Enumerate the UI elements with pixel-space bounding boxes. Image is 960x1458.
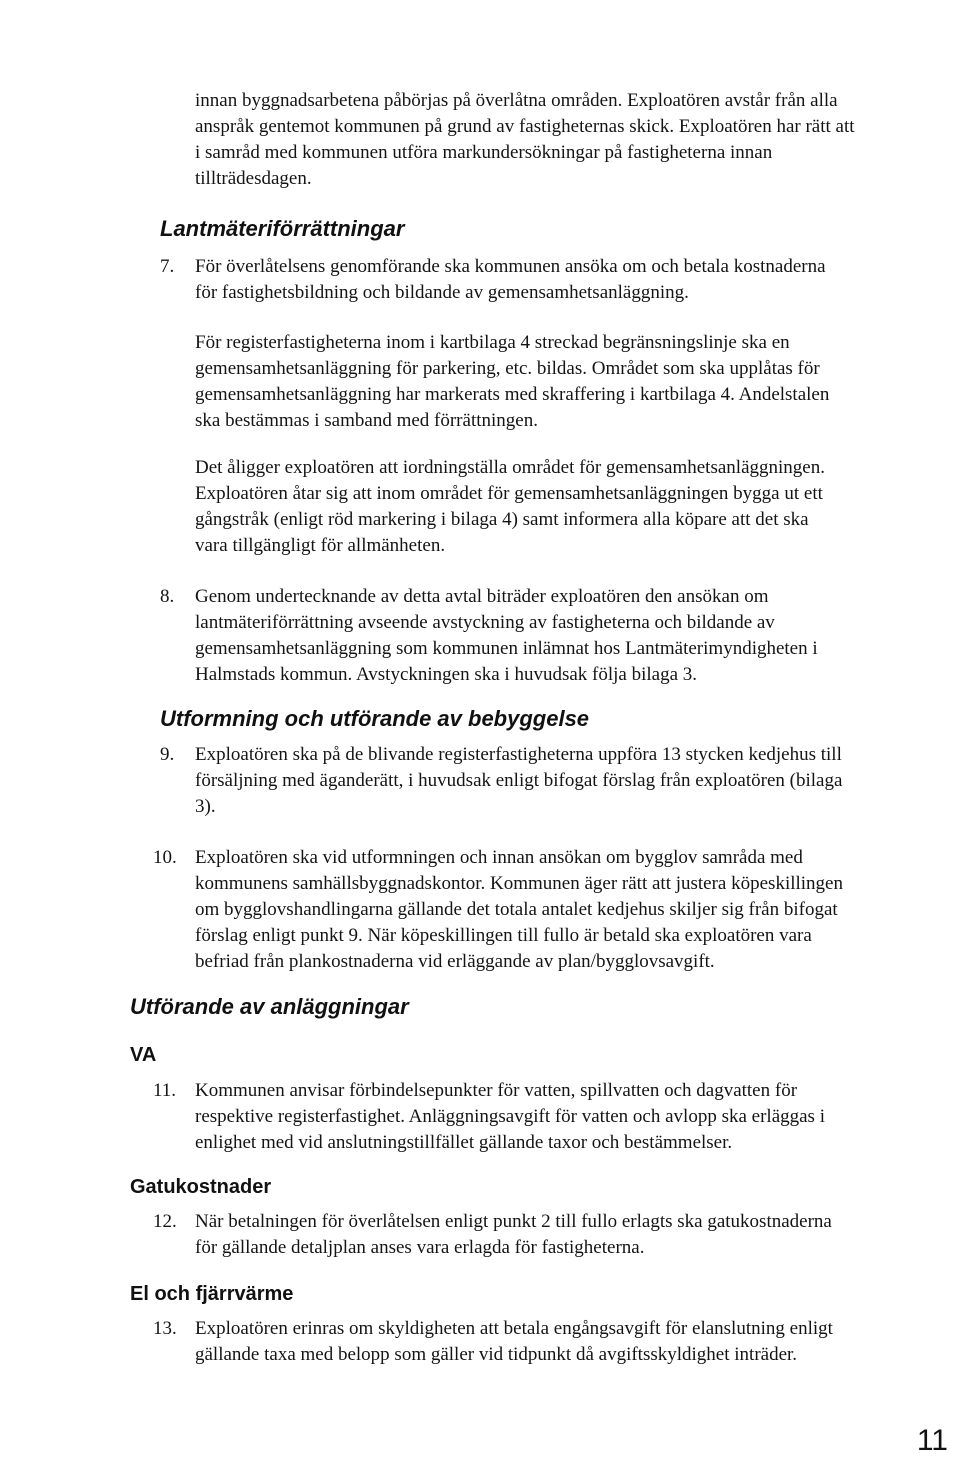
heading-gatukostnader: Gatukostnader: [130, 1176, 272, 1198]
item-11: [195, 1078, 945, 1156]
item-10: [195, 845, 945, 975]
item-7-block-2: [195, 330, 945, 434]
item-9: [195, 742, 945, 820]
item-12: [195, 1209, 945, 1261]
item-8: [195, 584, 945, 688]
item-number-13: 13.: [153, 1318, 177, 1339]
item-7-paragraph-3: Det åligger exploatören att iordningställa området för gemensamhetsanläggningen. Exploatören åtar sig att inom området för gemensamhetsanläggningen bygga ut ett gångstråk (enligt röd markering i bilaga 4) samt informera alla köpare att det ska vara tillgängligt för allmänheten.: [195, 457, 825, 556]
item-number-9: 9.: [160, 744, 175, 765]
item-7: [195, 254, 945, 306]
item-9-paragraph: Exploatören ska på de blivande registerfastigheterna uppföra 13 stycken kedjehus till försäljning med äganderätt, i huvudsak enligt bifogat förslag från exploatören (bilaga 3).: [195, 744, 843, 817]
heading-el-och-fjarrvarme: El och fjärrvärme: [130, 1283, 294, 1305]
item-number-12: 12.: [153, 1211, 177, 1232]
page-number: 11: [916, 1424, 948, 1457]
item-12-paragraph: När betalningen för överlåtelsen enligt punkt 2 till fullo erlagts ska gatukostnaderna för gällande detaljplan anses vara erlagda för fastigheterna.: [195, 1211, 832, 1258]
item-number-11: 11.: [153, 1080, 177, 1101]
item-13: [195, 1316, 945, 1368]
intro-paragraph-block: [195, 88, 945, 192]
item-13-paragraph: Exploatören erinras om skyldigheten att betala engångsavgift för elanslutning enligt gällande taxa med belopp som gäller vid tidpunkt då avgiftsskyldighet inträder.: [195, 1318, 833, 1365]
heading-utforande-anlaggningar: Utförande av anläggningar: [130, 994, 409, 1019]
intro-paragraph: innan byggnadsarbetena påbörjas på överlåtna områden. Exploatören avstår från alla anspråk gentemot kommunen på grund av fastigheternas skick. Exploatören har rätt att i samråd med kommunen utföra markundersökningar på fastigheterna innan tillträdesdagen.: [195, 90, 855, 189]
item-7-block-3: [195, 455, 945, 559]
heading-va: VA: [130, 1044, 157, 1066]
item-7-paragraph-2: För registerfastigheterna inom i kartbilaga 4 streckad begränsningslinje ska en gemensamhetsanläggning för parkering, etc. bildas. Området som ska upplåtas för gemensamhetsanläggning har markerats med skraffering i kartbilaga 4. Andelstalen ska bestämmas i samband med förrättningen.: [195, 332, 830, 431]
heading-lantmateriforrattningar: Lantmäteriförrättningar: [160, 216, 405, 241]
heading-utformning: Utformning och utförande av bebyggelse: [160, 706, 590, 731]
item-number-7: 7.: [160, 256, 175, 277]
item-number-10: 10.: [153, 847, 177, 868]
item-number-8: 8.: [160, 586, 175, 607]
item-10-paragraph: Exploatören ska vid utformningen och innan ansökan om bygglov samråda med kommunens samhällsbyggnadskontor. Kommunen äger rätt att justera köpeskillingen om bygglovshandlingarna gällande det totala antalet kedjehus skiljer sig från bifogat förslag enligt punkt 9. När köpeskillingen till fullo är betald ska exploatören vara befriad från plankostnaderna vid erläggande av plan/bygglovsavgift.: [195, 847, 843, 972]
item-7-paragraph-1: För överlåtelsens genomförande ska kommunen ansöka om och betala kostnaderna för fastighetsbildning och bildande av gemensamhetsanläggning.: [195, 256, 826, 303]
item-8-paragraph: Genom undertecknande av detta avtal biträder exploatören den ansökan om lantmäteriförrättning avseende avstyckning av fastigheterna och bildande av gemensamhetsanläggning som kommunen inlämnat hos Lantmäterimyndigheten i Halmstads kommun. Avstyckningen ska i huvudsak följa bilaga 3.: [195, 586, 818, 685]
item-11-paragraph: Kommunen anvisar förbindelsepunkter för vatten, spillvatten och dagvatten för respektive registerfastighet. Anläggningsavgift för vatten och avlopp ska erläggas i enlighet med vid anslutningstillfället gällande taxor och bestämmelser.: [195, 1080, 825, 1153]
